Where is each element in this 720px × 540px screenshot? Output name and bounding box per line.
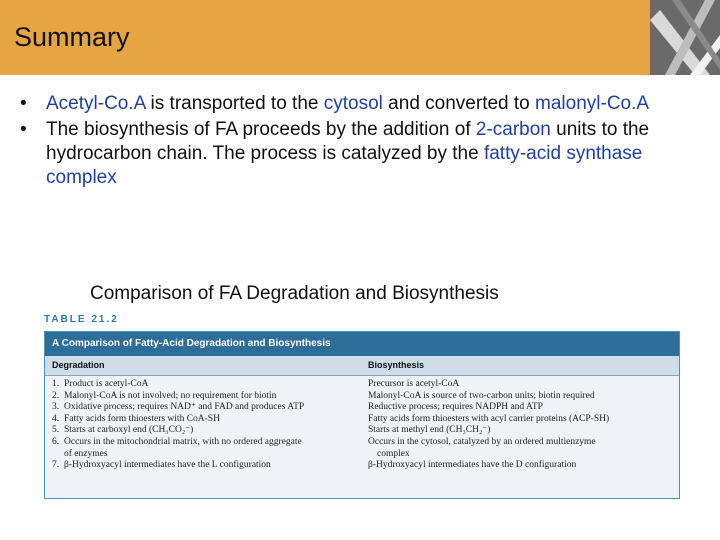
table-row — [45, 414, 679, 426]
degradation-cell: Product is acetyl-CoA — [64, 379, 149, 389]
table-row — [45, 425, 679, 437]
row-number: 5. — [52, 425, 60, 436]
biosynthesis-cell: Fatty acids form thioesters with acyl carrier proteins (ACP-SH) — [368, 413, 610, 424]
term-malonyl-coa: malonyl-Co.A — [535, 93, 650, 114]
row-number: 3. — [52, 402, 60, 413]
biosynthesis-cell: Starts at methyl end (CH₃CH₂⁻) — [368, 425, 491, 436]
slide-title: Summary — [14, 22, 130, 52]
corner-image — [650, 0, 720, 75]
degradation-cell: Malonyl-CoA is not involved; no requirement for biotin — [64, 390, 277, 401]
term-fatty-acid-synthase: fatty-acid synthase complex — [46, 143, 643, 188]
table-row — [45, 402, 679, 414]
bullet-text: units to the hydrocarbon chain. The process is catalyzed by the — [46, 119, 650, 164]
biosynthesis-cell: Malonyl-CoA is source of two-carbon units; biotin required — [368, 390, 595, 401]
term-cytosol: cytosol — [323, 93, 383, 114]
degradation-cell: Fatty acids form thioesters with CoA-SH — [64, 413, 220, 424]
biosynthesis-cell: β-Hydroxyacyl intermediates have the D configuration — [368, 460, 577, 471]
row-number: 1. — [52, 379, 60, 389]
biosynthesis-cell: Precursor is acetyl-CoA — [368, 379, 460, 389]
slide-header — [0, 0, 720, 75]
degradation-cell: Occurs in the mitochondrial matrix, with no ordered aggregate — [64, 436, 302, 447]
table-row — [45, 460, 679, 472]
row-number: 7. — [52, 460, 60, 471]
header-degradation: Degradation — [52, 360, 105, 370]
table-row — [45, 391, 679, 403]
table-header-row — [45, 356, 679, 376]
term-acetyl-coa: Acetyl-Co.A — [46, 93, 146, 114]
degradation-cell: of enzymes — [64, 448, 108, 459]
biosynthesis-cell: Occurs in the cytosol, catalyzed by an ordered multienzyme — [368, 436, 596, 447]
row-number: 4. — [52, 413, 60, 424]
term-2-carbon: 2-carbon — [475, 119, 551, 140]
bullet-text: The biosynthesis of FA proceeds by the addition of — [46, 119, 476, 140]
bullet-item-2 — [18, 118, 708, 190]
degradation-cell: Starts at carboxyl end (CH₃CO₂⁻) — [64, 425, 194, 436]
comparison-table — [44, 331, 680, 499]
figure-caption: Comparison of FA Degradation and Biosynthesis — [90, 283, 499, 304]
bullet-dot: • — [20, 119, 27, 140]
table-row — [45, 449, 679, 461]
row-number: 2. — [52, 390, 60, 401]
table-row — [45, 379, 679, 391]
row-number: 6. — [52, 436, 60, 447]
bullet-text: is transported to the — [145, 93, 324, 114]
table-row — [45, 437, 679, 449]
biosynthesis-cell: complex — [377, 448, 410, 459]
degradation-cell: β-Hydroxyacyl intermediates have the L configuration — [64, 460, 271, 471]
table-label: TABLE 21.2 — [44, 314, 119, 325]
degradation-cell: Oxidative process; requires NAD⁺ and FAD and produces ATP — [64, 402, 305, 413]
header-biosynthesis: Biosynthesis — [368, 360, 425, 370]
biosynthesis-cell: Reductive process; requires NADPH and ATP — [368, 402, 543, 413]
table-title: A Comparison of Fatty-Acid Degradation and Biosynthesis — [45, 332, 679, 356]
table-body — [45, 376, 679, 472]
bullet-list — [18, 92, 708, 192]
bullet-dot: • — [20, 93, 27, 114]
bullet-item-1 — [18, 92, 708, 116]
decorative-strands-icon — [650, 0, 720, 75]
bullet-text: and converted to — [382, 93, 536, 114]
